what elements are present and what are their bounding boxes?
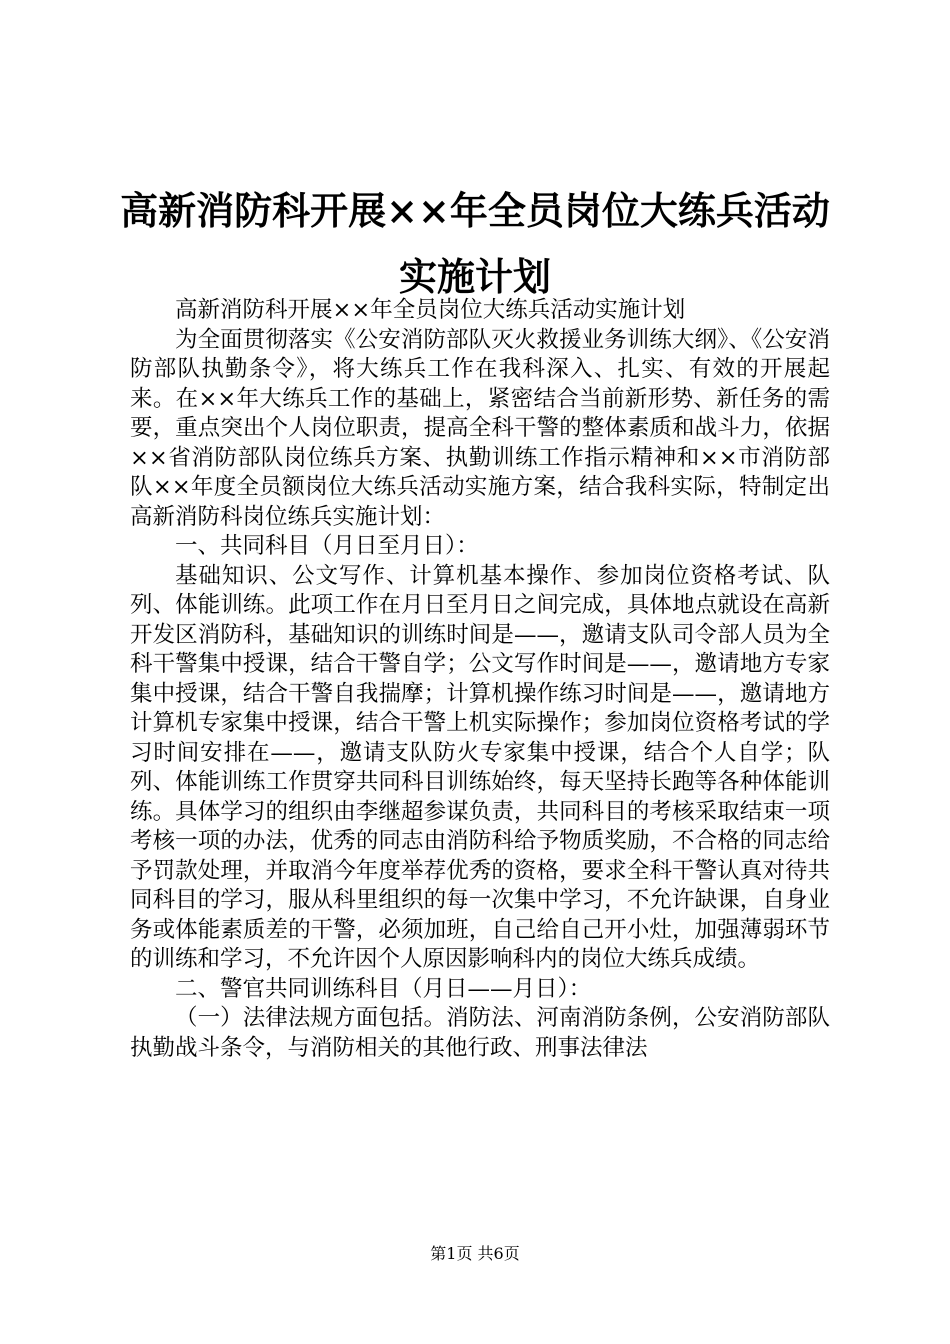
page-footer: 第1页 共6页 — [430, 1244, 520, 1263]
document-body — [130, 296, 830, 1063]
body-paragraph-common-subjects: 基础知识、公文写作、计算机基本操作、参加岗位资格考试、队列、体能训练。此项工作在月日至月日之间完成，具体地点就设在高新开发区消防科，基础知识的训练时间是——，邀请支队司令部人员为全科干警集中授课，结合干警自学；公文写作时间是——，邀请地方专家集中授课，结合干警自我揣摩；计算机操作练习时间是——，邀请地方计算机专家集中授课，结合干警上机实际操作；参加岗位资格考试的学习时间安排在——，邀请支队防火专家集中授课，结合个人自学；队列、体能训练工作贯穿共同科目训练始终，每天坚持长跑等各种体能训练。具体学习的组织由李继超参谋负责，共同科目的考核采取结束一项考核一项的办法，优秀的同志由消防科给予物质奖励，不合格的同志给予罚款处理，并取消今年度举荐优秀的资格，要求全科干警认真对待共同科目的学习，服从科里组织的每一次集中学习，不允许缺课，自身业务或体能素质差的干警，必须加班，自己给自己开小灶，加强薄弱环节的训练和学习，不允许因个人原因影响科内的岗位大练兵成绩。 — [130, 562, 830, 972]
body-section-heading-2: 二、警官共同训练科目（月日——月日）： — [175, 975, 592, 1002]
body-paragraph-intro: 为全面贯彻落实《公安消防部队灭火救援业务训练大纲》、《公安消防部队执勤条令》，将大练兵工作在我科深入、扎实、有效的开展起来。在××年大练兵工作的基础上，紧密结合当前新形势、新任务的需要，重点突出个人岗位职责，提高全科干警的整体素质和战斗力，依据××省消防部队岗位练兵方案、执勤训练工作指示精神和××市消防部队××年度全员额岗位大练兵活动实施方案，结合我科实际，特制定出高新消防科岗位练兵实施计划： — [130, 326, 830, 530]
body-section-heading-1: 一、共同科目（月日至月日）： — [175, 533, 479, 559]
document-title: 高新消防科开展××年全员岗位大练兵活动实施计划 — [120, 188, 830, 299]
body-paragraph-heading: 高新消防科开展××年全员岗位大练兵活动实施计划 — [175, 297, 686, 323]
body-paragraph-laws: （一）法律法规方面包括。消防法、河南消防条例，公安消防部队执勤战斗条令，与消防相关的其他行政、刑事法律法 — [130, 1005, 830, 1061]
